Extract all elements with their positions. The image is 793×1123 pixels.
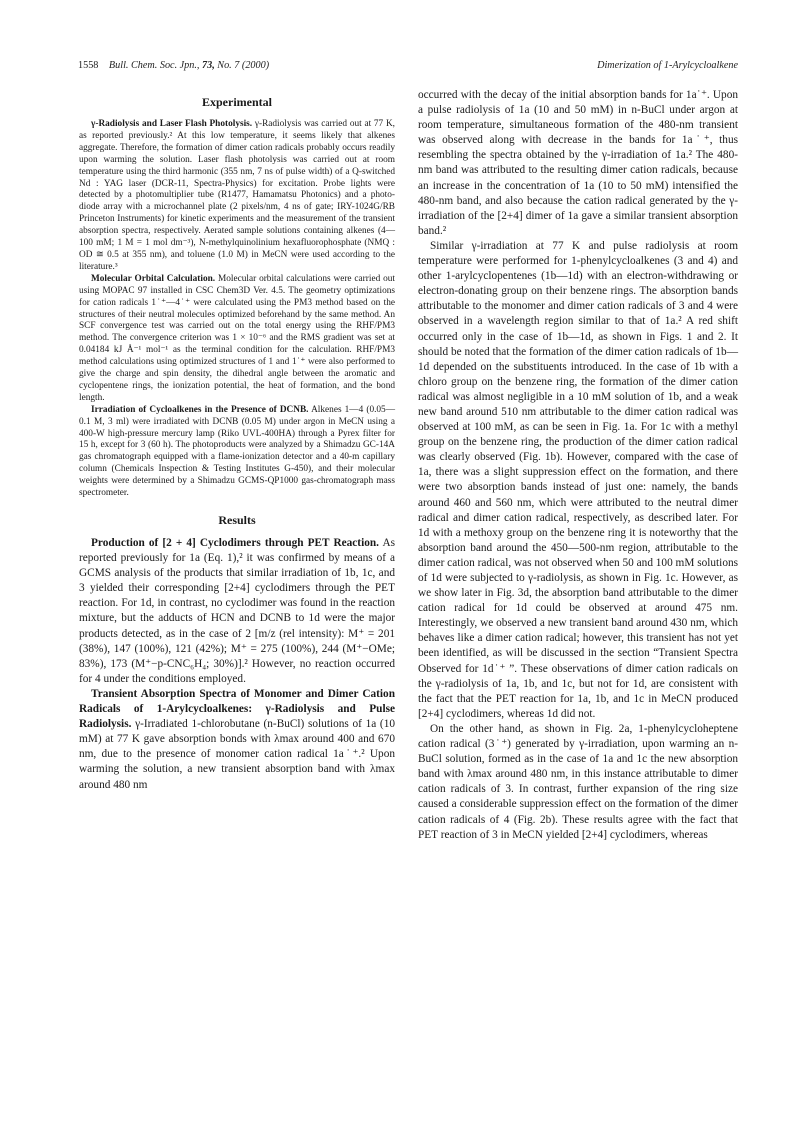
transient-spectra-text: γ-Irradiated 1-chlorobutane (n-BuCl) solutions of 1a (10 mM) at 77 K gave absorption bonds with λmax around 400 and 670 nm, due to the presence of monomer cation radical 1a˙⁺.² Upon warming the solution, a new transient absorption band with λmax around 480 nm	[79, 718, 395, 791]
right-column	[418, 88, 738, 843]
gamma-radiolysis-text: γ-Radiolysis was carried out at 77 K, as reported previously.² At this low temperature, it seems likely that alkenes aggregate. Therefore, the formation of dimer cation radicals probably occurs readily upon warming the solution. Laser flash photolysis was carried out at room temperature using the third harmonic (355 nm, 7 ns of pulse width) of a Q-switched Nd : YAG laser (DCR-11, Spectra-Physics) for excitation. Probe lights were detected by a photomultiplier tube (R1477, Hamamatsu Photonics) and a photo-diode array with a microchannel plate (2 pixels/nm, 4 ns of gate; IRY-1024G/RB Princeton Instruments) for kinetic experiments and the measurement of the transient absorption spectra, respectively. Aerated sample solutions containing alkenes (4—100 mM; 1 M = 1 mol dm⁻³), N-methylquinolinium hexafluorophosphate (NMQ : OD ≅ 0.5 at 355 nm), and toluene (1.0 M) in MeCN were used according to the literature.³	[79, 119, 395, 272]
page-number: 1558	[78, 60, 99, 71]
running-title: Dimerization of 1-Arylcycloalkene	[597, 60, 738, 71]
body-paragraph-substituents: Similar γ-irradiation at 77 K and pulse radiolysis at room temperature were performed for 1-phenylcycloalkenes (3 and 4) and other 1-arylcyclopentenes (1b—1d) with an electron-withdrawing or electron-donating group on their benzene rings. The absorption bands attributable to the monomer and dimer cation radicals of 3 and 4 were observed in a wavelength region similar to that of 1a.² A red shift occurred only in the case of 1b—1d, as shown in Figs. 1 and 2. It should be noted that the formation of the dimer cation radicals of 1b—1d depended on the substituents introduced. In the case of 1b with a chloro group on the benzene ring, the formation of the dimer cation radical was almost negligible in a 10 mM solution of 1b, and a weak new band around 510 nm attributable to the dimer cation radical was observed at 100 mM, as can be seen in Fig. 1a. For 1c with a methyl group on the benzene ring, the production of the dimer cation radical was clearly observed (Fig. 1b). However, compared with the case of 1a, there was a slight suppression effect on the formation, and there were two absorption bands instead of just one: namely, the bands around 460 and 560 nm, which were attributed to the neutral dimer radical and dimer cation radical, respectively, as described later. For 1d with a methoxy group on the benzene ring it is noteworthy that the absorption band around the 450—500-nm region, attributable to the dimer cation radical, was not observed when 50 and 100 mM solutions of 1d were subjected to γ-radiolysis, as shown in Fig. 1c. However, as we show later in Fig. 3d, the absorption band attributable to the dimer cation radical for 1d could be observed at around 475 nm. Interestingly, we observed a new transient band around 430 nm, which behaves like a dimer cation radical; however, this transient has not yet been identified, as will be discussed in the section “Transient Spectra Observed for 1d˙⁺ ”. These observations of dimer cation radicals on the γ-radiolysis of 1a, 1b, and 1c, but not for 1d, are consistent with the fact that the PET reaction for 1a, 1b, and 1c in MeCN produced [2+4] cyclodimers, whereas 1d did not.	[418, 239, 739, 720]
journal-name: Bull. Chem. Soc. Jpn.,	[108, 60, 200, 71]
header-citation	[78, 60, 269, 71]
body-paragraph-ring-size: On the other hand, as shown in Fig. 2a, 1-phenylcycloheptene cation radical (3˙⁺) generated by γ-irradiation, upon warming an n-BuCl solution, formed as in the case of 1a and 1c the new absorption band with λmax around 480 nm, in this instance attributable to dimer cation radicals of 3. In contrast, further expansion of the ring size caused a considerable suppression effect on the formation of the dimer cation radicals of 4 (Fig. 2b). These results agree with the fact that PET reaction of 3 in MeCN yielded [2+4] cyclodimers, whereas	[418, 722, 738, 841]
results-heading: Results	[218, 513, 256, 527]
journal-volume: 73,	[202, 60, 215, 71]
irradiation-heading: Irradiation of Cycloalkenes in the Presence of DCNB.	[91, 404, 309, 415]
body-paragraph-continued: occurred with the decay of the initial absorption bands for 1a˙⁺. Upon a pulse radiolysis of 1a (10 and 50 mM) in n-BuCl under argon at room temperature, simultaneous formation of the 480-nm transient was observed along with decrease in the bands for 1a˙⁺, thus resembling the spectra obtained by the γ-irradiation of 1a.² The 480-nm band was attributed to the resulting dimer cation radicals, because an increase in the concentration of 1a (10 to 50 mM) intensified the 480-nm band, and also because the cation radical generated by the γ-irradiation of the [2+4] dimer of 1a gave a similar transient absorption band.²	[418, 89, 738, 237]
running-header	[78, 60, 738, 74]
production-text: As reported previously for 1a (Eq. 1),² it was confirmed by means of a GCMS analysis of the products that similar irradiation of 1b, 1c, and 3 yielded their corresponding [2+4] cyclodimers through the PET reaction. For 1d, in contrast, no cyclodimer was found in the reaction mixture, but the adducts of HCN and DCNB to 1d were the major products detected, as in the case of 2 [m/z (rel intensity): M⁺ = 201 (38%), 147 (100%), 121 (42%); M⁺ = 275 (100%), 244 (M⁺−OMe; 83%), 173 (M⁺−p-CNC₆H₄; 30%)].² However, no reaction occurred for 4 under the conditions employed.	[79, 537, 395, 685]
irradiation-text: Alkenes 1—4 (0.05—0.1 M, 3 ml) were irradiated with DCNB (0.05 M) under argon in MeCN using a 400-W high-pressure mercury lamp (Riko UVL-400HA) through a Pyrex filter for 15 h, except for 3 (60 h). The photoproducts were analyzed by a Shimadzu GC-14A gas chromatograph equipped with a flame-ionization detector and a 40-m capillary column (Chemicals Inspection & Testing Institutes G-450), and their molecular weights were determined by a Shimadzu GCMS-QP1000 gas-chromatograph mass spectrometer.	[79, 404, 396, 499]
gamma-radiolysis-paragraph	[79, 119, 395, 274]
transient-spectra-paragraph	[79, 687, 395, 793]
molecular-orbital-paragraph	[79, 274, 395, 405]
left-column	[79, 88, 395, 793]
irradiation-paragraph	[79, 405, 395, 500]
transient-spectra-heading: Transient Absorption Spectra of Monomer and Dimer Cation Radicals of 1-Arylcycloalkenes: γ-Radiolysis and Pulse Radiolysis.	[79, 687, 395, 731]
production-heading: Production of [2 + 4] Cyclodimers through PET Reaction.	[91, 537, 379, 549]
experimental-heading: Experimental	[202, 95, 272, 109]
journal-issue: No. 7 (2000)	[217, 60, 270, 71]
molecular-orbital-heading: Molecular Orbital Calculation.	[91, 273, 216, 284]
molecular-orbital-text: Molecular orbital calculations were carried out using MOPAC 97 installed in CSC Chem3D Ver. 4.5. The geometry optimizations for cation radicals 1˙⁺—4˙⁺ were calculated using the PM3 method based on the structures of their neutral molecules optimized beforehand by the same method. An SCF convergence test was carried out on the total energy using the RHF/PM3 method. The convergence criterion was 1 × 10⁻⁶ and the RMS gradient was set at 0.04184 kJ Å⁻¹ mol⁻¹ as the terminal condition for the calculation. RHF/PM3 method calculations using optimized structures of 1 and 1˙⁺ were also performed to give the charge and spin density, the dihedral angle between the aromatic and cyclopentene rings, the ionization potential, the heat of formation, and the bond length.	[79, 273, 395, 403]
production-paragraph	[79, 536, 395, 687]
gamma-radiolysis-heading: γ-Radiolysis and Laser Flash Photolysis.	[91, 119, 253, 129]
